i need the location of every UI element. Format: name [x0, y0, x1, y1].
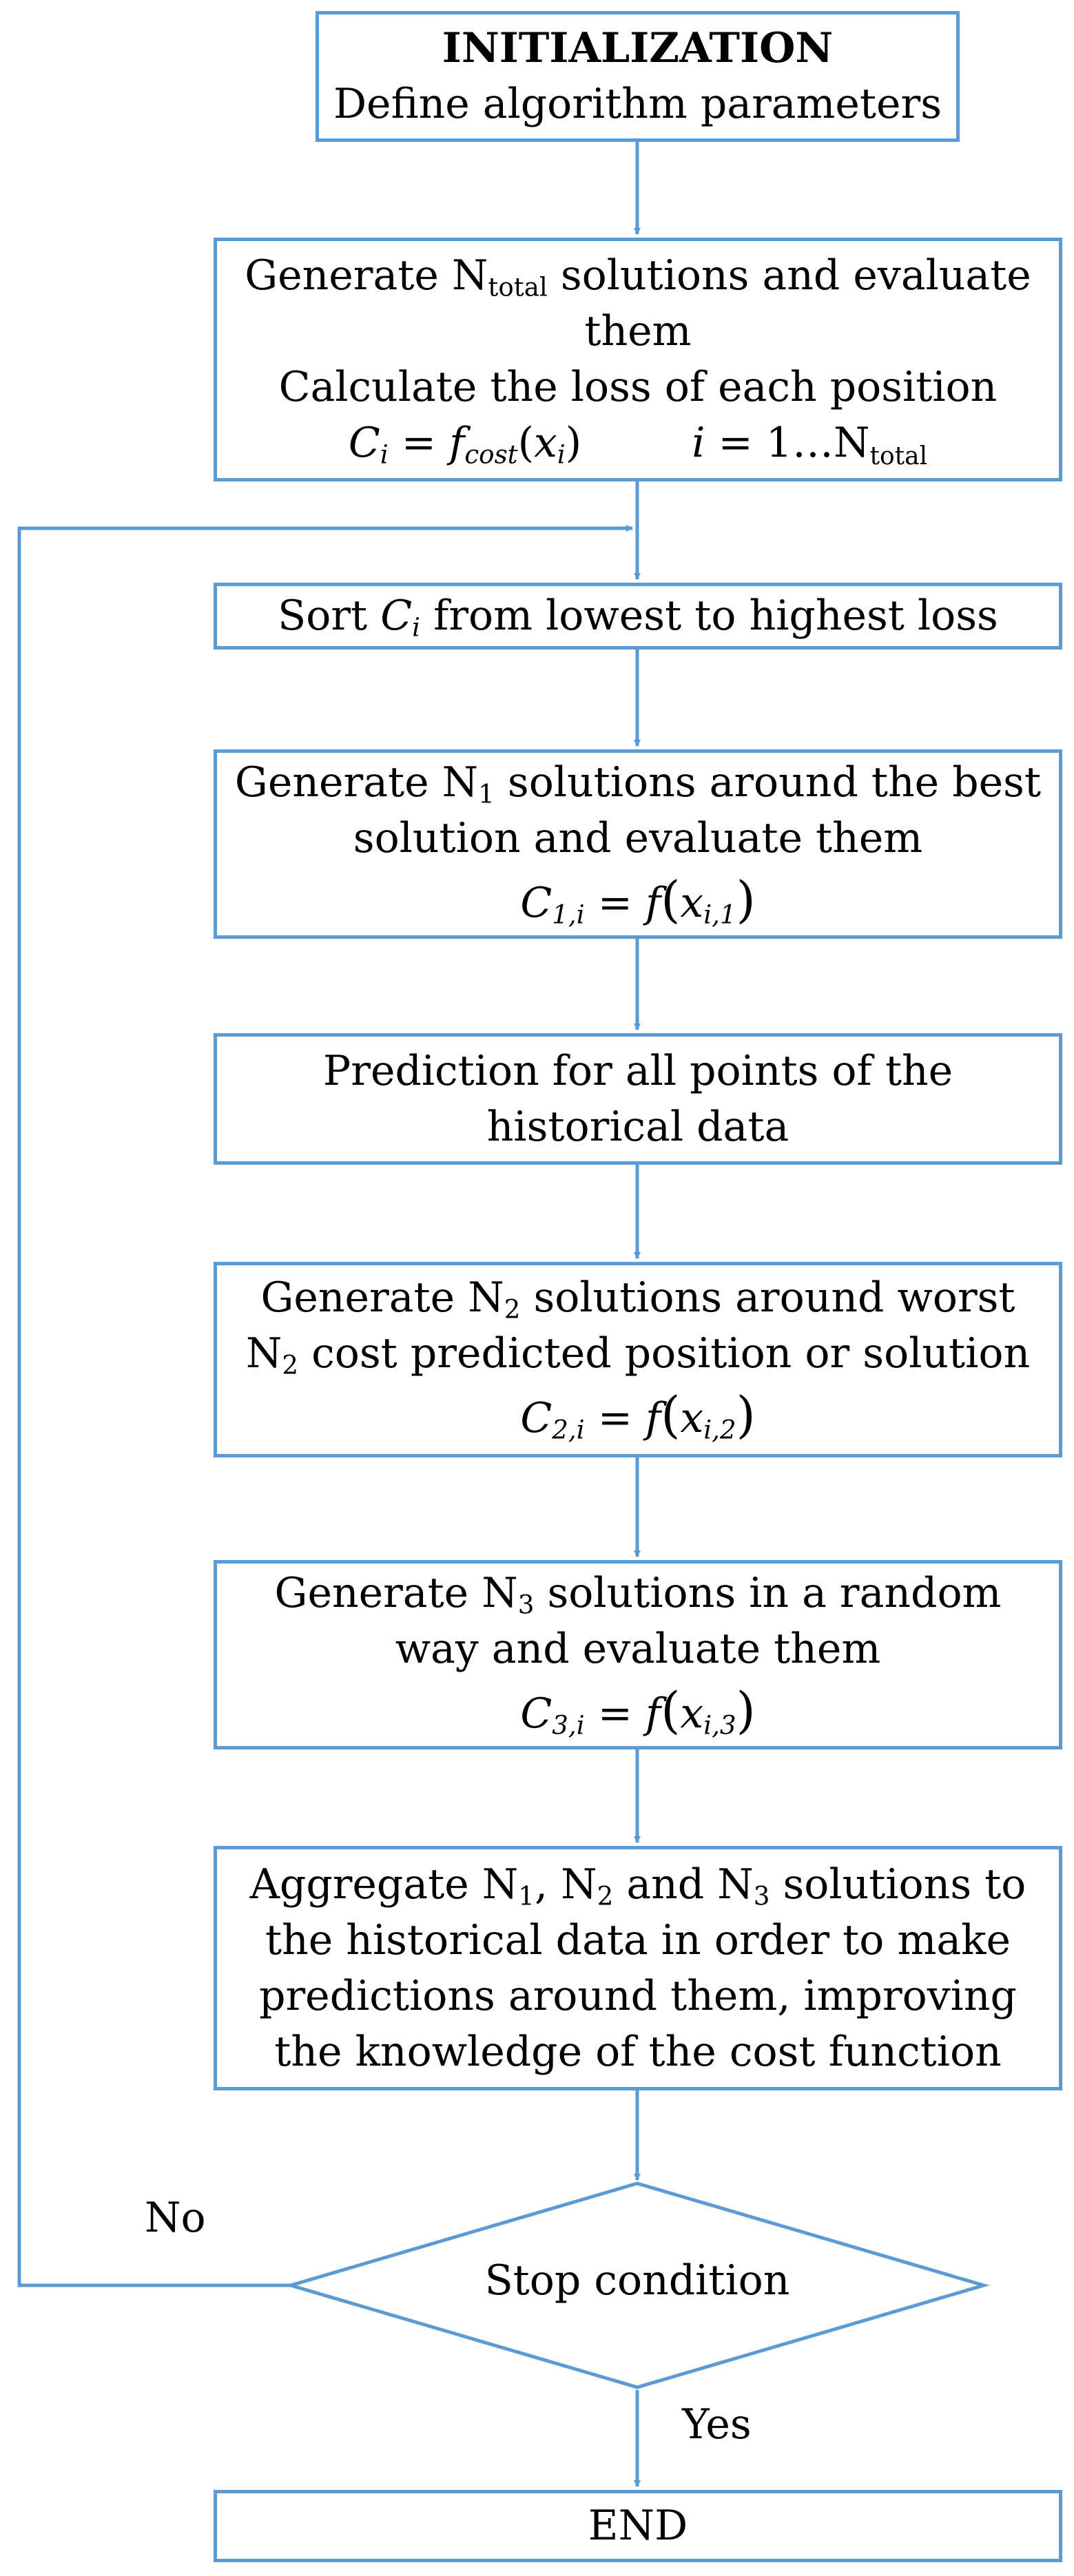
generate-total-box — [214, 238, 1062, 481]
prediction-line1: Prediction for all points of the — [322, 1046, 953, 1095]
yes-label: Yes — [682, 2400, 752, 2449]
gen-n2-box — [214, 1262, 1062, 1457]
gen-n1-box — [214, 749, 1062, 939]
end-label: END — [588, 2502, 688, 2550]
init-box — [316, 11, 960, 142]
gen-n2-line2: $N_2$ cost predicted position or solution — [245, 1329, 1031, 1380]
prediction-box — [214, 1033, 1062, 1165]
gen-n2-formula: $C_{2,i} = f(x_{i,2})$ — [520, 1386, 756, 1445]
init-subtitle: Define algorithm parameters — [333, 80, 942, 128]
generate-total-line3: Calculate the loss of each position — [278, 363, 998, 411]
gen-n3-line2: way and evaluate them — [395, 1624, 881, 1673]
init-title: INITIALIZATION — [442, 24, 834, 72]
end-box — [214, 2490, 1062, 2562]
prediction-line2: historical data — [486, 1102, 789, 1151]
cost-formula: $C_i = f_{cost}(x_i) i$ = $1\dots N_{total}$ — [348, 419, 928, 470]
sort-text: Sort $C_i$ from lowest to highest loss — [278, 592, 998, 643]
no-label: No — [145, 2194, 206, 2242]
gen-n1-line1: Generate $N_1$ solutions around the best — [234, 758, 1042, 809]
aggregate-line4: the knowledge of the cost function — [274, 2027, 1002, 2076]
gen-n1-line2: solution and evaluate them — [353, 813, 923, 862]
decision-label: Stop condition — [484, 2256, 790, 2305]
aggregate-box — [214, 1846, 1062, 2090]
gen-n3-line1: Generate $N_3$ solutions in a random — [274, 1568, 1002, 1620]
gen-n3-formula: $C_{3,i} = f(x_{i,3})$ — [520, 1681, 756, 1741]
gen-n2-line1: Generate $N_2$ solutions around worst — [260, 1274, 1015, 1325]
gen-n3-box — [214, 1560, 1062, 1749]
generate-total-line1: Generate $N_{total}$ solutions and evaluate — [245, 251, 1031, 302]
aggregate-line3: predictions around them, improving — [259, 1971, 1017, 2020]
gen-n1-formula: $C_{1,i} = f(x_{i,1})$ — [520, 870, 756, 930]
aggregate-line1: Aggregate $N_1$, $N_2$ and $N_3$ solutions to — [249, 1860, 1026, 1911]
aggregate-line2: the historical data in order to make — [265, 1915, 1011, 1964]
sort-box — [214, 583, 1062, 650]
generate-total-line2: them — [584, 307, 692, 355]
